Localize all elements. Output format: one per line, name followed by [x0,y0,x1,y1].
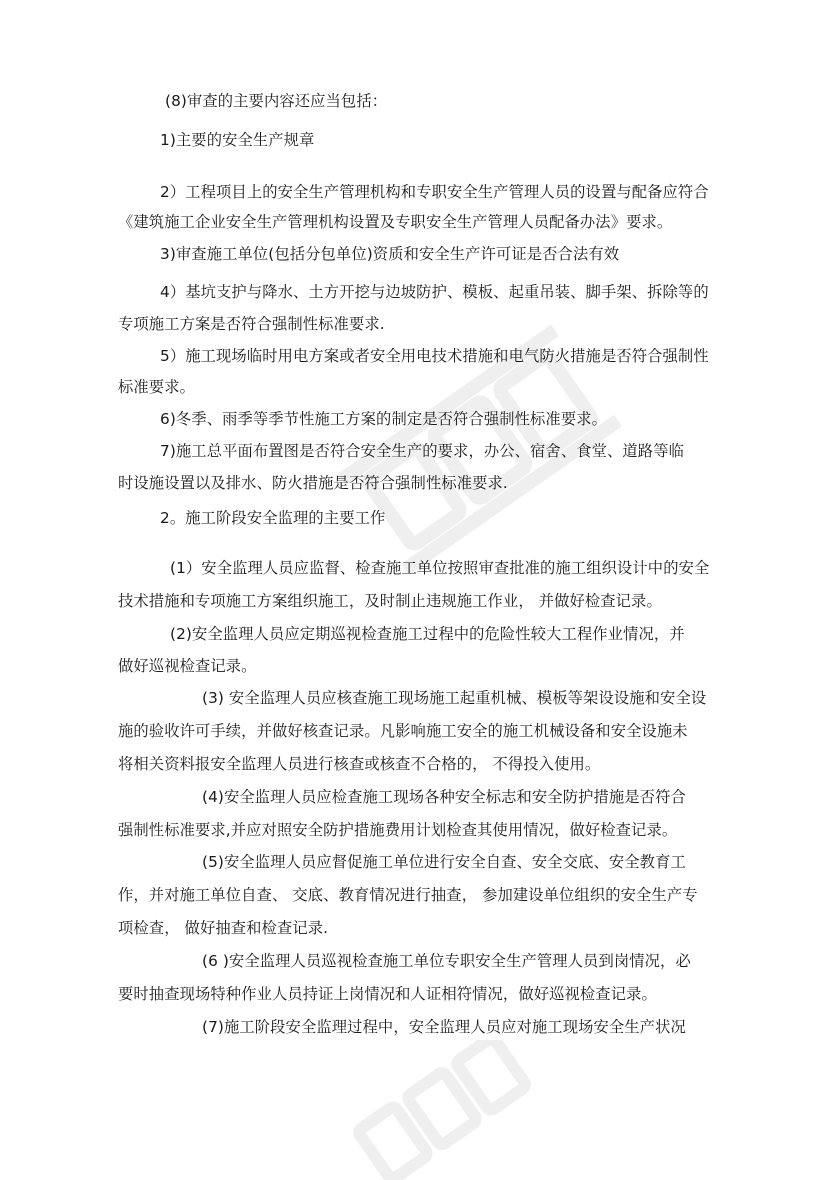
text-line: 7)施工总平面布置图是否符合安全生产的要求，办公、宿舍、食堂、道路等临 [160,442,684,460]
text-line: 5）施工现场临时用电方案或者安全用电技术措施和电气防火措施是否符合强制性 [160,347,709,365]
text-line: 标准要求。 [118,378,195,396]
text-line: (6 )安全监理人员巡视检查施工单位专职安全生产管理人员到岗情况，必 [202,952,691,970]
text-line: 时设施设置以及排水、防火措施是否符合强制性标准要求. [118,474,508,492]
text-line: (3) 安全监理人员应核查施工现场施工起重机械、模板等架设设施和安全设 [202,689,707,707]
text-line: 将相关资料报安全监理人员进行核查或核查不合格的， 不得投入使用。 [118,755,601,773]
text-line: 作，并对施工单位自查、 交底、教育情况进行抽查， 参加建设单位组织的安全生产专 [118,886,698,904]
text-line: 6)冬季、雨季等季节性施工方案的制定是否符合强制性标准要求。 [160,410,608,428]
text-line: (7)施工阶段安全监理过程中，安全监理人员应对施工现场安全生产状况 [202,1018,686,1036]
text-line: (4)安全监理人员应检查施工现场各种安全标志和安全防护措施是否符合 [202,788,686,806]
text-line: (1）安全监理人员应监督、检查施工单位按照审查批准的施工组织设计中的安全 [170,559,710,577]
text-line: 2。施工阶段安全监理的主要工作 [160,509,386,527]
text-line: 3)审查施工单位(包括分包单位)资质和安全生产许可证是否合法有效 [160,245,620,263]
text-line: 项检查， 做好抽查和检查记录. [118,919,329,937]
text-line: 强制性标准要求,并应对照安全防护措施费用计划检查其使用情况，做好检查记录。 [118,821,678,839]
text-line: 做好巡视检查记录。 [118,657,257,675]
text-line: (2)安全监理人员应定期巡视检查施工过程中的危险性较大工程作业情况，并 [170,625,685,643]
text-line: 《建筑施工企业安全生产管理机构设置及专职安全生产管理人员配备办法》要求。 [118,213,673,231]
text-line: 1)主要的安全生产规章 [160,131,315,149]
text-line: 专项施工方案是否符合强制性标准要求. [118,315,385,333]
text-line: 4）基坑支护与降水、土方开挖与边坡防护、模板、起重吊装、脚手架、拆除等的 [160,283,709,301]
text-line: 技术措施和专项施工方案组织施工，及时制止违规施工作业， 并做好检查记录。 [118,592,662,610]
text-line: 施的验收许可手续，并做好核查记录。凡影响施工安全的施工机械设备和安全设施未 [118,722,688,740]
text-line: 要时抽查现场特种作业人员持证上岗情况和人证相符情况，做好巡视检查记录。 [118,985,657,1003]
watermark-logo-icon [340,1040,540,1180]
text-line: (8)审查的主要内容还应当包括： [165,92,388,110]
text-line: (5)安全监理人员应督促施工单位进行安全自查、安全交底、安全教育工 [202,853,686,871]
text-line: 2）工程项目上的安全生产管理机构和专职安全生产管理人员的设置与配备应符合 [160,183,709,201]
